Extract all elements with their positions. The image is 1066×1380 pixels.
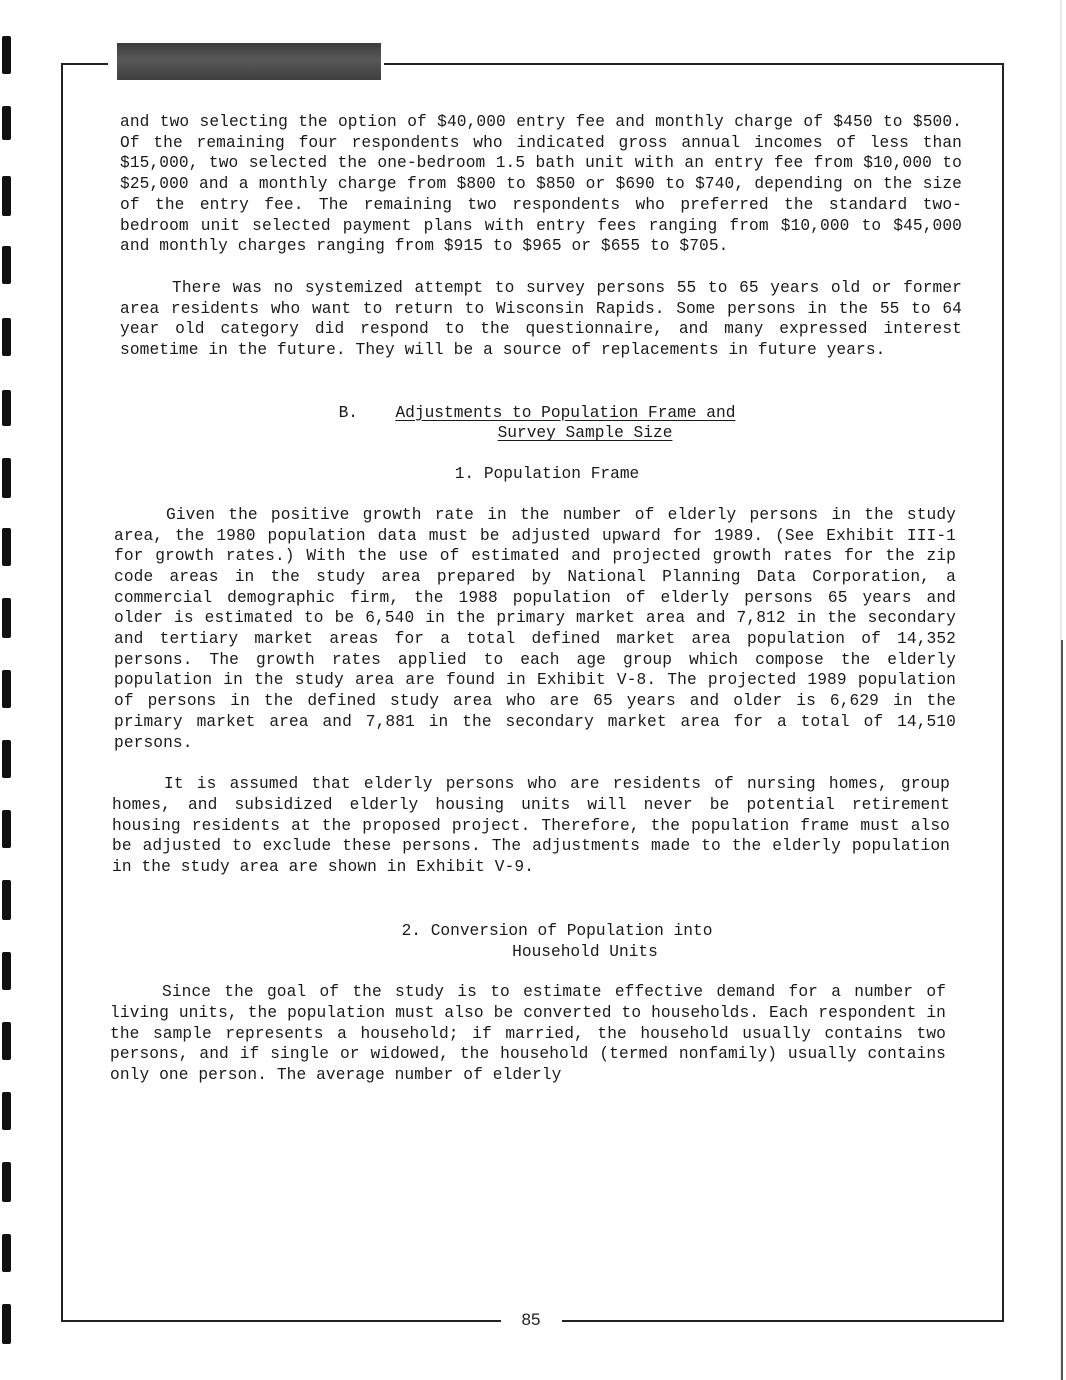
- subsection-title-line1: 2. Conversion of Population into: [401, 921, 713, 940]
- binding-hole: [2, 740, 11, 778]
- binding-hole: [2, 246, 11, 284]
- binding-hole: [2, 598, 11, 638]
- binding-hole: [2, 318, 11, 356]
- binding-hole: [2, 1022, 11, 1060]
- section-label: B.: [338, 403, 358, 422]
- binding-hole: [2, 1092, 11, 1130]
- binding-hole: [2, 670, 11, 708]
- binding-hole: [2, 528, 11, 566]
- frame-bottom-right: [562, 1320, 1004, 1322]
- binding-hole: [2, 458, 11, 498]
- binding-hole: [2, 810, 11, 848]
- subsection-heading: 1. Population Frame: [454, 465, 640, 484]
- binding-hole: [2, 1304, 11, 1344]
- binding-hole: [2, 880, 11, 920]
- paragraph: Given the positive growth rate in the number of elderly persons in the study area, the 1980 population data must be adjusted upward for 1989. (See Exhibit III-1 for growth rates.) With the use of estimated and projected growth rates for the zip code areas in the study area prepared by National Planning Data Corporation, a commercial demographic firm, the 1988 population of elderly persons 65 years and older is estimated to be 6,540 in the primary market area and 7,812 in the secondary and tertiary market areas for a total defined market area population of 14,352 persons. The growth rates applied to each age group which compose the elderly population in the study area are found in Exhibit V-8. The projected 1989 population of persons in the defined study area who are 65 years and older is 6,629 in the primary market area and 7,881 in the secondary market area for a total of 14,510 persons.: [114, 505, 956, 752]
- binding-hole: [2, 176, 11, 216]
- binding-hole: [2, 1234, 11, 1272]
- scan-edge-shadow: [1061, 640, 1063, 1380]
- page-number: 85: [521, 1310, 541, 1329]
- header-logo-bar: [117, 43, 381, 80]
- section-title-line2: Survey Sample Size: [497, 424, 673, 443]
- section-title-line1: Adjustments to Population Frame and: [395, 403, 736, 422]
- binding-hole: [2, 952, 11, 990]
- paragraph: Since the goal of the study is to estimate effective demand for a number of living units, the population must also be converted to households. Each respondent in the sample represents a household; if married, the household usually contains two persons, and if single or widowed, the household (termed nonfamily) usually contains only one person. The average number of elderly: [110, 983, 946, 1085]
- paragraph: and two selecting the option of $40,000 entry fee and monthly charge of $450 to $500. Of the remaining four respondents who indicated gross annual incomes of less than $15,000, two selected the one-bedroom 1.5 bath unit with an entry fee from $10,000 to $25,000 and a monthly charge from $800 to $850 or $690 to $740, depending on the size of the entry fee. The remaining two respondents who preferred the standard two-bedroom unit selected payment plans with entry fees ranging from $10,000 to $45,000 and monthly charges ranging from $915 to $965 or $655 to $705.: [120, 113, 962, 256]
- section-heading: [114, 403, 960, 444]
- document-body: [110, 112, 962, 1086]
- paragraph: There was no systemized attempt to survey persons 55 to 65 years old or former area residents who want to return to Wisconsin Rapids. Some persons in the 55 to 64 year old category did respond to the questionnaire, and many expressed interest sometime in the future. They will be a source of replacements in future years.: [120, 278, 962, 360]
- binding-hole: [2, 106, 11, 140]
- binding-hole: [2, 1162, 11, 1202]
- frame-bottom-left: [61, 1320, 501, 1322]
- subsection-heading: [154, 921, 960, 962]
- binding-hole: [2, 390, 11, 426]
- binding-hole: [2, 36, 11, 74]
- paragraph: It is assumed that elderly persons who are residents of nursing homes, group homes, and subsidized elderly housing units will never be potential retirement housing residents at the proposed project. Therefore, the population frame must also be adjusted to exclude these persons. The adjustments made to the elderly population in the study area are shown in Exhibit V-9.: [112, 775, 950, 877]
- subsection-title-line2: Household Units: [512, 942, 658, 961]
